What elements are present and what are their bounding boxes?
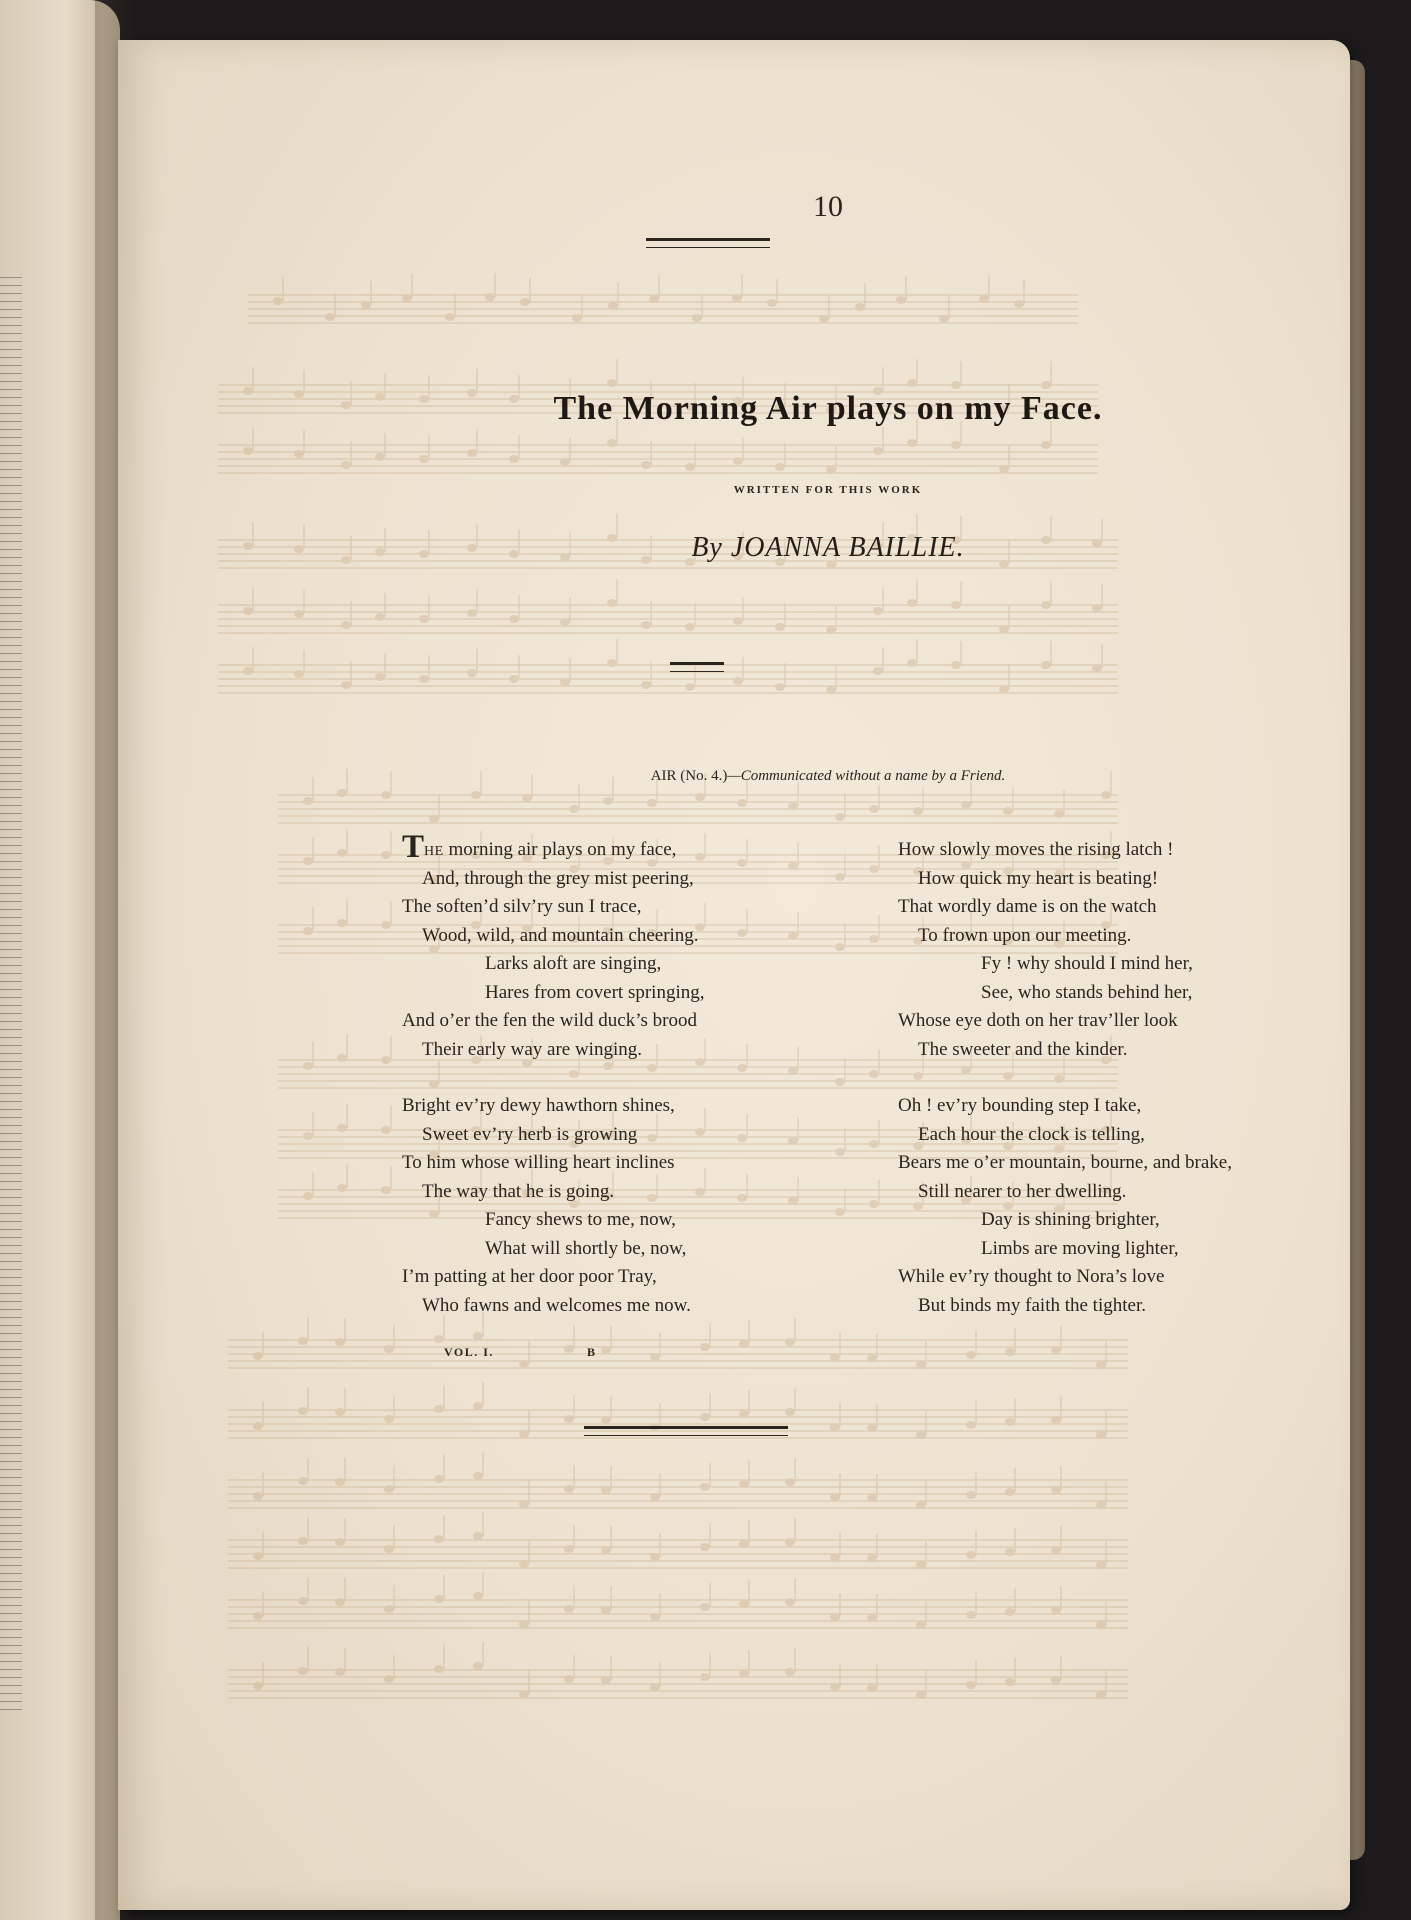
poem-line: And, through the grey mist peering, (422, 867, 694, 889)
poem-line: How quick my heart is beating! (918, 867, 1159, 889)
poem-line: Fancy shews to me, now, (485, 1209, 676, 1230)
poem-line: Larks aloft are singing, (485, 953, 662, 974)
poem-line: That wordly dame is on the watch (898, 896, 1157, 917)
author-line: By JOANNA BAILLIE. (691, 532, 965, 563)
poem-line: The sweeter and the kinder. (918, 1038, 1128, 1060)
poem-first-line (402, 829, 802, 865)
book-page (118, 40, 1350, 1910)
header-rule (646, 238, 770, 248)
volume-mark: VOL. I. (444, 1345, 494, 1359)
poem-line: Bright ev’ry dewy hawthorn shines, (402, 1095, 675, 1116)
poem-line: Sweet ev’ry herb is growing (422, 1123, 638, 1145)
stanza-break (898, 1064, 1318, 1092)
poem-line: Fy ! why should I mind her, (981, 953, 1193, 974)
poem-line: And o’er the fen the wild duck’s brood (402, 1010, 697, 1031)
poem-left-column (402, 829, 802, 1320)
poem-line: Each hour the clock is telling, (918, 1123, 1145, 1145)
poem-right-column (898, 836, 1318, 1320)
poem-line: Day is shining brighter, (981, 1209, 1160, 1230)
poem-line: I’m patting at her door poor Tray, (402, 1266, 657, 1287)
poem-line: What will shortly be, now, (485, 1237, 687, 1259)
poem-line: Wood, wild, and mountain cheering. (422, 924, 699, 946)
poem-line: Whose eye doth on her trav’ller look (898, 1010, 1178, 1031)
poem-line: To frown upon our meeting. (918, 924, 1132, 946)
poem-line: How slowly moves the rising latch ! (898, 839, 1174, 860)
song-title: The Morning Air plays on my Face. (553, 390, 1103, 427)
poem-line: Still nearer to her dwelling. (918, 1180, 1127, 1202)
title-rule (670, 662, 724, 672)
poem-line: While ev’ry thought to Nora’s love (898, 1266, 1165, 1287)
poem-line: Who fawns and welcomes me now. (422, 1294, 691, 1316)
stanza-break (402, 1064, 802, 1092)
poem-line: See, who stands behind her, (981, 981, 1193, 1003)
poem-line: To him whose willing heart inclines (402, 1152, 675, 1173)
poem-line: Bears me o’er mountain, bourne, and brake, (898, 1152, 1232, 1173)
poem-line: Oh ! ev’ry bounding step I take, (898, 1095, 1142, 1116)
page-content (118, 40, 1350, 1910)
bottom-rule (584, 1426, 788, 1436)
written-for-note: WRITTEN FOR THIS WORK (733, 484, 923, 496)
poem-line: Their early way are winging. (422, 1038, 642, 1060)
air-note (318, 768, 1338, 785)
poem-line: The way that he is going. (422, 1180, 615, 1202)
signature-mark: B (587, 1345, 596, 1359)
facing-page-music-staves (0, 270, 22, 1710)
first-word-caps: HE (424, 844, 444, 859)
poem-line: But binds my faith the tighter. (918, 1294, 1146, 1316)
first-line-text: morning air plays on my face, (443, 839, 677, 860)
drop-cap: T (402, 829, 425, 865)
poem-line: Limbs are moving lighter, (981, 1237, 1179, 1259)
air-label: AIR (No. 4.) (650, 768, 728, 784)
poem-line: The soften’d silv’ry sun I trace, (402, 896, 642, 917)
poem-line: Hares from covert springing, (485, 981, 705, 1003)
air-source: —Communicated without a name by a Friend. (727, 768, 1006, 784)
page-number: 10 (813, 190, 843, 223)
